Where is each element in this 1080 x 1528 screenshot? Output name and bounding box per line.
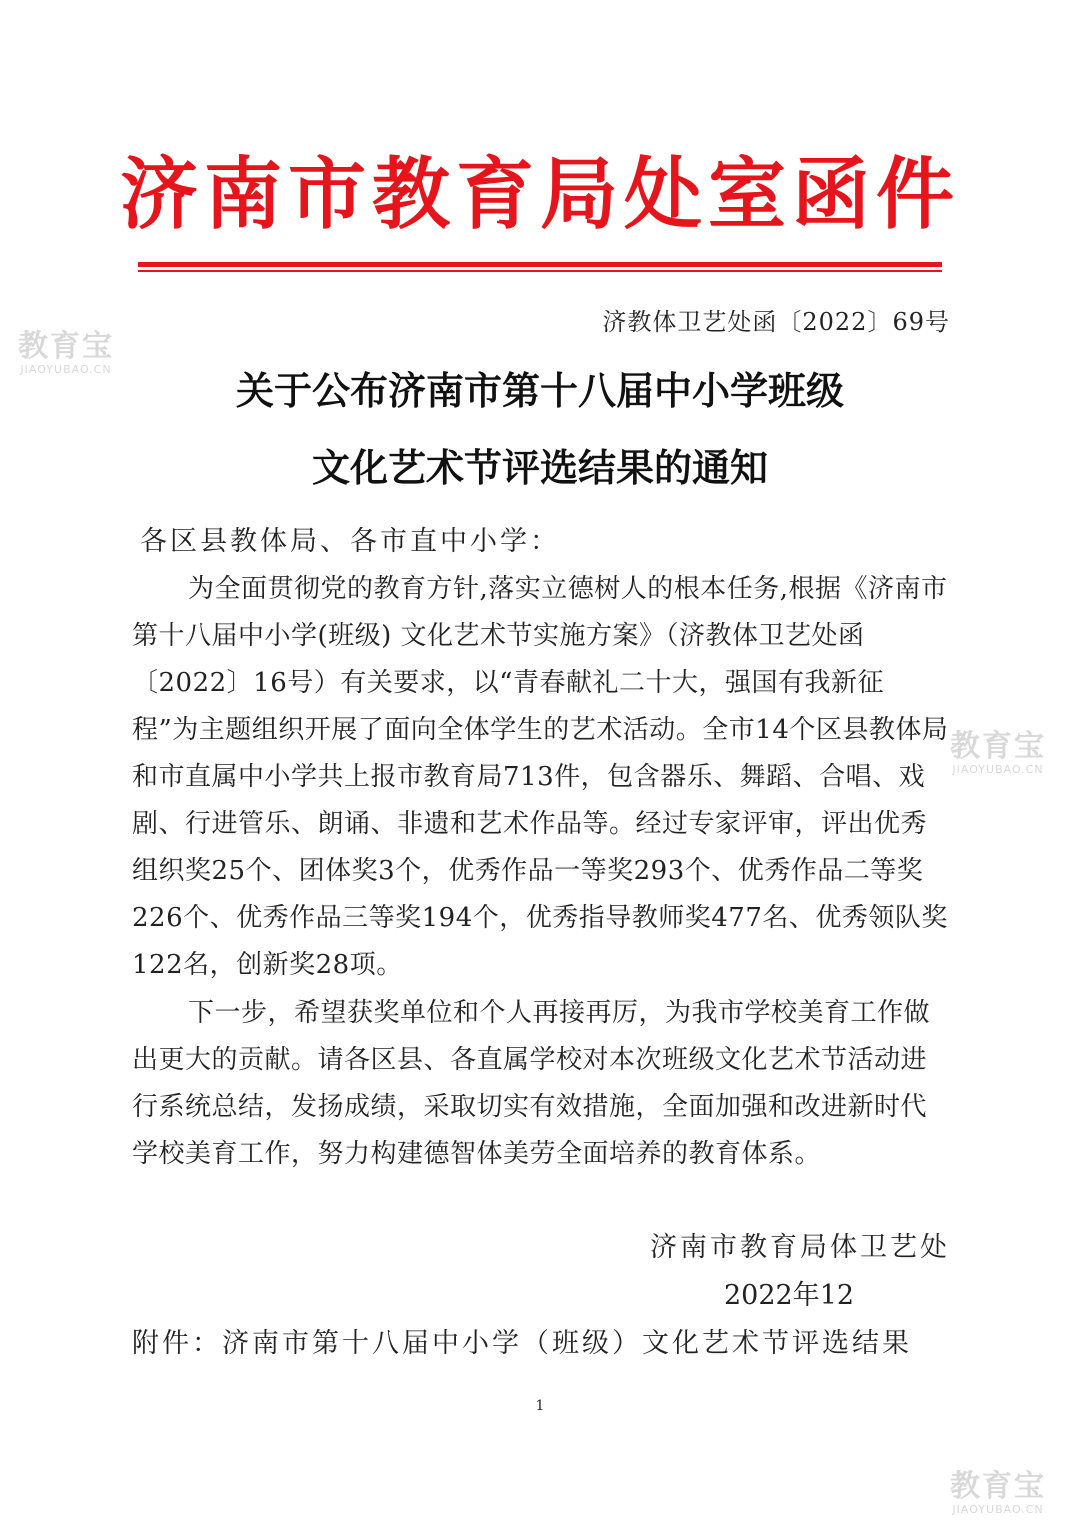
notice-title-line1: 关于公布济南市第十八届中小学班级 [235,368,844,413]
letterhead-rule-thick [138,262,942,267]
document-number: 济教体卫艺处函〔2022〕69号 [602,308,950,336]
attachment-note: 附件：济南市第十八届中小学（班级）文化艺术节评选结果 [132,1328,912,1359]
watermark-text: 教育宝 [950,1469,1046,1504]
watermark-subtext: JIAOYUBAO.CN [952,763,1044,776]
salutation: 各区县教体局、各市直中小学： [140,526,560,557]
watermark-text: 教育宝 [18,329,114,364]
watermark [950,1470,1046,1516]
notice-title-line2: 文化艺术节评选结果的通知 [311,445,768,490]
date: 2022年12 [724,1280,855,1311]
watermark-subtext: JIAOYUBAO.CN [20,363,112,376]
letterhead-title: 济南市教育局处室函件 [119,149,960,240]
signature: 济南市教育局体卫艺处 [650,1232,950,1263]
watermark-subtext: JIAOYUBAO.CN [952,1503,1044,1516]
page-number: 1 [535,1398,545,1414]
watermark [950,730,1046,776]
body-paragraph-2: 下一步，希望获奖单位和个人再接再厉，为我市学校美育工作做出更大的贡献。请各区县、各直属学校对本次班级文化艺术节活动进行系统总结，发扬成绩，采取切实有效措施，全面加强和改进新时代学校美育工作，努力构建德智体美劳全面培养的教育体系。 [132,998,931,1169]
letterhead-rule-thin [138,270,942,272]
body-paragraph-1: 为全面贯彻党的教育方针,落实立德树人的根本任务,根据《济南市第十八届中小学(班级) 文化艺术节实施方案》（济教体卫艺处函〔2022〕16号）有关要求，以“青春献礼二十大，强国有我新征程”为主题组织开展了面向全体学生的艺术活动。全市14个区县教体局和市直属中小学共上报市教育局713件，包含器乐、舞蹈、合唱、戏剧、行进管乐、朗诵、非遗和艺术作品等。经过专家评审，评出优秀组织奖25个、团体奖3个，优秀作品一等奖293个、优秀作品二等奖226个、优秀作品三等奖194个，优秀指导教师奖477名、优秀领队奖122名，创新奖28项。 [132,574,949,980]
watermark-text: 教育宝 [950,729,1046,764]
